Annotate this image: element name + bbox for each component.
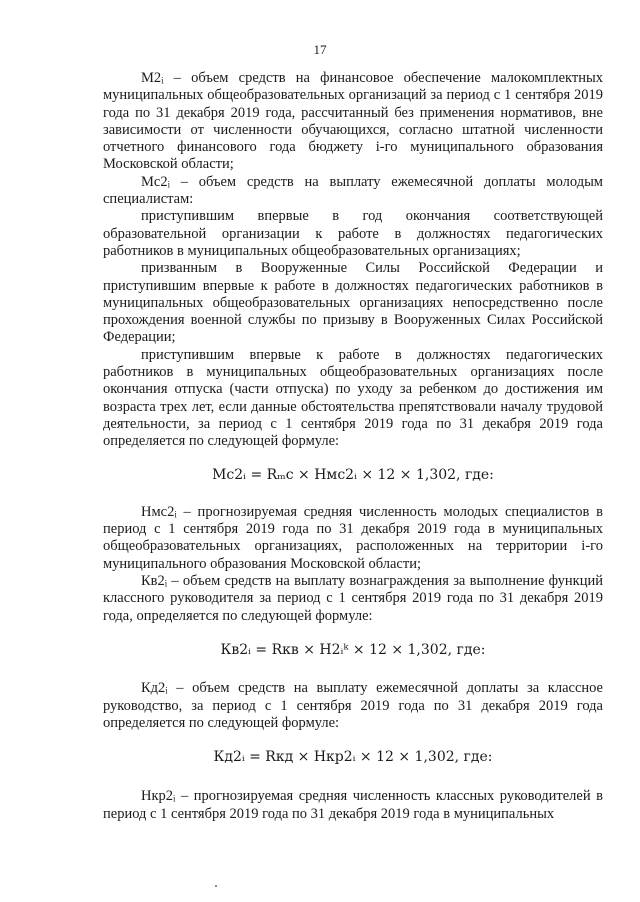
formula-kv2: Кв2ᵢ = Rкв × Н2ᵢᵏ × 12 × 1,302, где: <box>220 641 486 658</box>
paragraph-m2: М2ᵢ – объем средств на финансовое обеспечение малокомплектных муниципальных общеобразовательных организаций за период с 1 сентября 2019 года по 31 декабря 2019 года, рассчитанный без применения нормативов, вне зависимости от численности обучающихся, согласно штатной численности отчетного финансового года бюджету i-го муниципального образования Московской области; <box>103 70 603 173</box>
paragraph-mc2: Мс2ᵢ – объем средств на выплату ежемесячной доплаты молодым специалистам: <box>103 173 603 208</box>
paragraph-nmc2: Нмс2ᵢ – прогнозируемая средняя численность молодых специалистов в период с 1 сентября 2019 года по 31 декабря 2019 года в муниципальных общеобразовательных организациях, расположенных на территории i-го муниципального образования Московской области; <box>103 503 603 572</box>
paragraph-item-3: приступившим впервые к работе в должностях педагогических работников в муниципальных общеобразовательных организациях после окончания отпуска (части отпуска) по уходу за ребенком до достижения им возраста трех лет, если данные обстоятельства препятствовали началу трудовой деятельности, за период с 1 сентября 2019 года по 31 декабря 2019 года определяется по следующей формуле: <box>103 346 603 450</box>
paragraph-item-2: призванным в Вооруженные Силы Российской Федерации и приступившим впервые к работе в должностях педагогических работников в муниципальных общеобразовательных организациях непосредственно после прохождения военной службы по призыву в Вооруженных Силах Российской Федерации; <box>103 260 603 346</box>
paragraph-kd2: Кд2ᵢ – объем средств на выплату ежемесячной доплаты за классное руководство, за период с 1 сентября 2019 года по 31 декабря 2019 года определяется по следующей формуле: <box>103 680 603 731</box>
page-body <box>103 70 603 823</box>
scan-dot <box>215 885 217 887</box>
page-number: 17 <box>313 42 327 57</box>
paragraph-kv2: Кв2ᵢ – объем средств на выплату вознаграждения за выполнение функций классного руководителя за период с 1 сентября 2019 года по 31 декабря 2019 года, определяется по следующей формуле: <box>103 573 603 624</box>
formula-mc2: Мс2ᵢ = Rₘс × Нмс2ᵢ × 12 × 1,302, где: <box>212 466 494 483</box>
paragraph-nkr2: Нкр2ᵢ – прогнозируемая средняя численность классных руководителей в период с 1 сентября 2019 года по 31 декабря 2019 года в муниципальных <box>103 788 603 822</box>
paragraph-item-1: приступившим впервые в год окончания соответствующей образовательной организации к работе в должностях педагогических работников в муниципальных общеобразовательных организациях; <box>103 208 603 259</box>
formula-kd2: Кд2ᵢ = Rкд × Нкр2ᵢ × 12 × 1,302, где: <box>213 749 493 766</box>
